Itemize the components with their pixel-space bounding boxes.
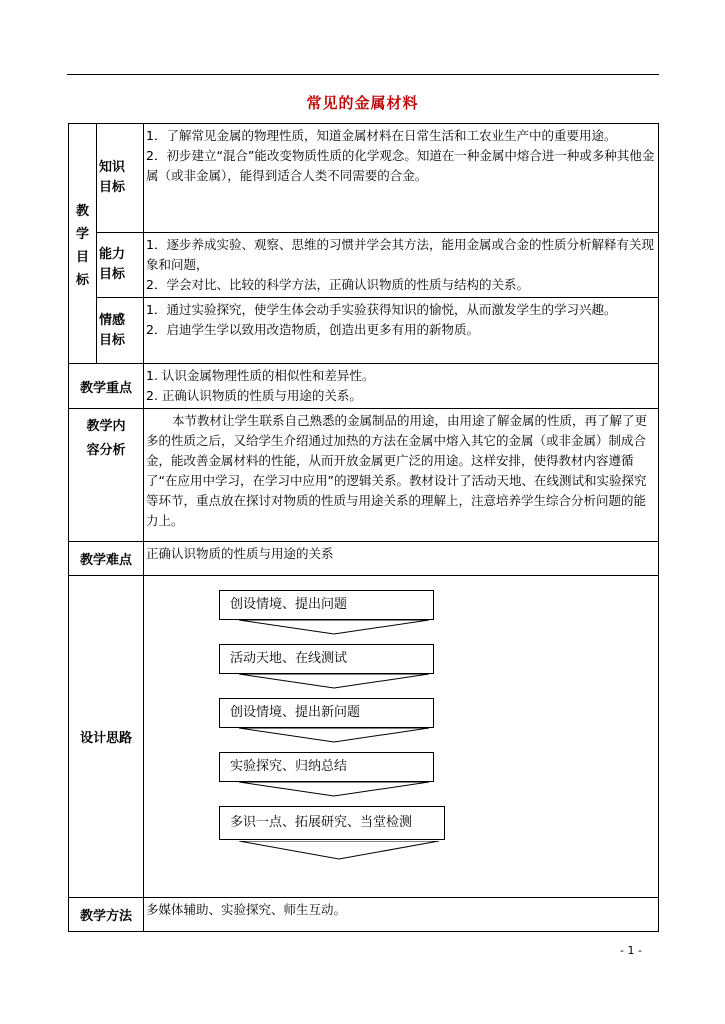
knowledge-goals-label: 知识 目标: [97, 124, 144, 233]
content-analysis-content: [144, 409, 659, 542]
down-arrow-icon: [239, 674, 429, 690]
goals-label-char: 目: [75, 249, 89, 265]
flow-step: 创设情境、提出新问题: [219, 698, 434, 728]
lesson-plan-table: [68, 123, 659, 932]
key-point-item: 2. 正确认识物质的性质与用途的关系。: [146, 388, 362, 403]
key-points-content: [144, 364, 659, 409]
goal-item: 2．启迪学生学以致用改造物质，创造出更多有用的新物质。: [146, 322, 479, 337]
difficulty-content: [144, 542, 659, 576]
goal-item: 1．了解常见金属的物理性质，知道金属材料在日常生活和工农业生产中的重要用途。: [146, 128, 617, 143]
down-arrow-icon: [239, 728, 429, 744]
ability-goals-content: [144, 233, 659, 298]
down-arrow-icon: [239, 620, 429, 636]
emotion-goals-label: 情感 目标: [97, 298, 144, 364]
design-label: 设计思路: [69, 576, 144, 898]
method-label: 教学方法: [69, 898, 144, 932]
down-arrow-icon: [239, 841, 439, 861]
flow-step: 活动天地、在线测试: [219, 644, 434, 674]
goals-label-char: 教: [75, 203, 89, 219]
method-text: 多媒体辅助、实验探究、师生互动。: [146, 902, 347, 917]
goal-item: 1．逐步养成实验、观察、思维的习惯并学会其方法，能用金属或合金的性质分析解释有关现象和问题，: [146, 237, 654, 272]
ability-goals-label: 能力 目标: [97, 233, 144, 298]
design-flow-cell: [144, 576, 659, 898]
goals-label-char: 学: [75, 226, 89, 242]
emotion-goals-content: [144, 298, 659, 364]
difficulty-label: 教学难点: [69, 542, 144, 576]
difficulty-text: 正确认识物质的性质与用途的关系: [146, 546, 334, 561]
goal-item: 1．通过实验探究，使学生体会动手实验获得知识的愉悦，从而激发学生的学习兴趣。: [146, 302, 617, 317]
flow-step: 创设情境、提出问题: [219, 590, 434, 620]
header-rule: [67, 74, 659, 75]
goals-label-char: 标: [75, 272, 89, 288]
goal-item: 2．初步建立“混合”能改变物质性质的化学观念。知道在一种金属中熔合进一种或多种其他金属（或非金属），能得到适合人类不同需要的合金。: [146, 148, 655, 183]
key-point-item: 1. 认识金属物理性质的相似性和差异性。: [146, 368, 375, 383]
content-analysis-label: 教学内 容分析: [69, 409, 144, 542]
goal-item: 2．学会对比、比较的科学方法，正确认识物质的性质与结构的关系。: [146, 277, 529, 292]
content-analysis-text: 本节教材让学生联系自己熟悉的金属制品的用途，由用途了解金属的性质，再了解了更多的性质之后，又给学生介绍通过加热的方法在金属中熔入其它的金属（或非金属）制成合金，能改善金属材料的性能，从而开放金属更广泛的用途。这样安排，使得教材内容遵循了“在应用中学习，在学习中应用”的逻辑关系。教材设计了活动天地、在线测试和实验探究等环节，重点放在探讨对物质的性质与用途关系的理解上，注意培养学生综合分析问题的能力上。: [146, 413, 648, 528]
down-arrow-icon: [239, 782, 429, 798]
flow-step: 实验探究、归纳总结: [219, 752, 434, 782]
flowchart: [144, 576, 658, 894]
method-content: [144, 898, 659, 932]
page-number: - 1 -: [620, 944, 642, 957]
knowledge-goals-content: [144, 124, 659, 233]
flow-step: 多识一点、拓展研究、当堂检测: [219, 806, 445, 840]
key-points-label: 教学重点: [69, 364, 144, 409]
document-title: 常见的金属材料: [306, 94, 419, 112]
goals-label: [69, 124, 97, 364]
